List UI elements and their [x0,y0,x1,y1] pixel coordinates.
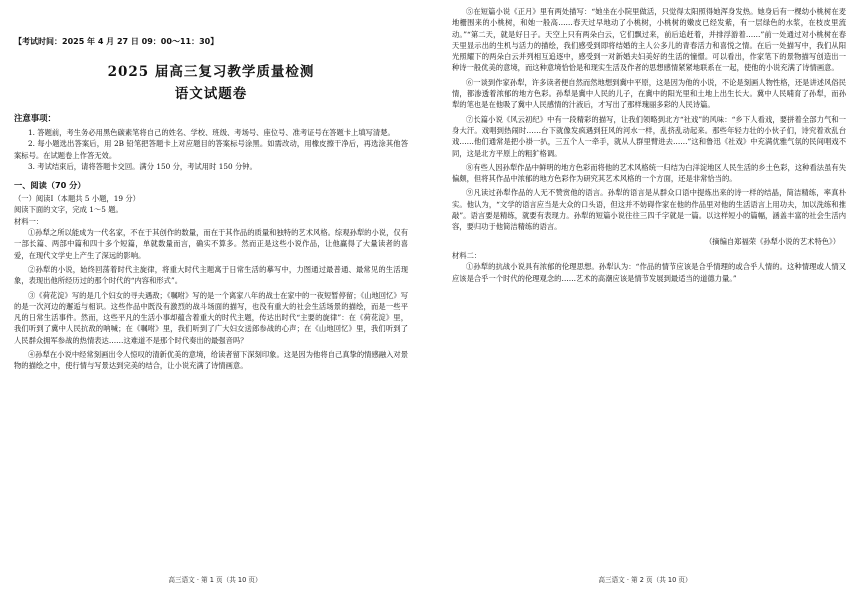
material-label: 材料二： [452,250,482,260]
page-right [430,0,860,592]
subsection-heading: （一）阅读Ⅰ（本题共 5 小题，19 分） [14,194,140,204]
article-paragraph: ②孙犁的小说，始终回荡着时代主旋律，将重大时代主题寓于日常生活的摹写中，力图通过最普通、最常见的生活现象，表现出他所经历过的那个时代的“内容和形式”。 [14,264,408,286]
article-paragraph: ①孙犁的抗战小说具有浓郁的伦理思想。孙犁认为：“作品的情节应该是合乎情理的或合乎人情的。这种情理或人情又应该是合乎一个时代的伦理观念的……艺术的高潮应该是情节发展到最适当的道德力量。” [452,262,846,283]
exam-subtitle: 语文试题卷 [174,86,248,102]
notice-item: 1. 答题前，考生务必用黑色碳素笔将自己的姓名、学校、班级、考场号、座位号、准考证号在答题卡上填写清楚。 [28,128,395,137]
material-label: 材料一： [14,216,44,226]
notice-heading: 注意事项： [14,113,56,123]
section-heading: 一、阅读（70 分） [14,180,86,191]
article-paragraph: ③《荷花淀》写的是几个妇女的寻夫遇敌；《嘱咐》写的是一个离家八年的战士在家中的一夜短暂停留；《山地回忆》写的是一次河边的邂逅与相识。这些作品中既没有激烈的战斗场面的描写，也没有重大的社会生活场景的描绘，而是一些平凡的日常生活事件。然而，这些平凡的生活小事却蕴含着重大的时代主题，传达出时代“主要的旋律”：在《荷花淀》里，我们听到了冀中人民抗敌的呐喊；在《嘱咐》里，我们听到了广大妇女送郎参战的心声；在《山地回忆》里，我们听到了人民群众拥军参战的热情表达……这难道不是那个时代奏出的最强音吗？ [14,290,408,345]
notice-item: 3. 考试结束后，请将答题卡交回。满分 150 分，考试用时 150 分钟。 [28,161,257,171]
article-paragraph: ⑦长篇小说《风云初纪》中有一段精彩的描写，让我们领略到北方“社戏”的风味：“乡下人看戏，要拼着全部力气和一身大汗。戏唱到热闹时……台下就像发疯遇到狂风的河水一样，乱挤乱动起来。那些年轻力壮的小伙子们，诗究着欢乱台戏……他们通常是把小褂一扒，三五个人一牵手，就从人群里臂进去……”这和鲁迅《社戏》中充满优雅气氛的民间唱戏不同，这是北方平原上的粗犷格调。 [452,114,846,158]
page-footer: 高三语文 · 第 2 页（共 10 页） [598,576,692,584]
page-footer: 高三语文 · 第 1 页（共 10 页） [168,576,262,584]
exam-time: 【考试时间：2025 年 4 月 27 日 09：00～11：30】 [14,37,219,46]
reading-instruction: 阅读下面的文字，完成 1～5 题。 [14,205,123,215]
article-paragraph: ⑤在短篇小说《正月》里有两处描写：“她坐在小院里做活，只觉得太阳照得她浑身发热。她身后有一棵幼小桃树在麦地栅围来的小桃树，和她一般高……春天过早地动了小桃树，小桃树的嫩皮已经发紫，有一层绿色的水浆，在枝皮里流动。”“第二天，就是好日子。天空上只有两朵白云，它们飘过来，前后追赶着，并排浮游着……”前一处通过对小桃树在春天里显示出的生机与活力的描绘，我们感受到即将结婚的主人公多儿的青春活力和喜悦之情。在后一处描写中，我们从阳光照耀下的两朵白云并列相互追逐中，感受到一对新婚夫妇美好的生活的憧憬。可以看出，作家笔下的景物描写创造出一种诗一般优美的意境，而这种意境恰恰是和现实生活及作者的思想感情紧紧地联系在一起，使他的小说充满了诗情画意。 [452,7,846,73]
notice-item: 2. 每小题选出答案后，用 2B 铅笔把答题卡上对应题目的答案标号涂黑。如需改动，用橡皮擦干净后，再选涂其他答案标号。在试题卷上作答无效。 [14,139,408,160]
article-paragraph: ⑥一谈到作家孙犁，许多读者便自然而然地想到冀中平原，这是因为他的小说，不论是刻画人物性格，还是讲述风俗民情，都渗透着浓郁的地方色彩。孙犁是冀中人民的儿子，在冀中的阳光里和土地上出生长大。冀中人民哺育了孙犁，而孙犁的笔也是在他吸了冀中人民感情的汁液后，才写出了那样瑰丽多彩的人民诗篇。 [452,77,846,110]
article-paragraph: ⑧有些人因孙犁作品中鲜明的地方色彩而将他的艺术风格统一归结为白洋淀地区人民生活的乡土色彩，这种看法虽有失偏颇，但将其作品中浓郁的地方色彩作为研究其艺术风格的一个方面，还是非常恰当的。 [452,162,846,184]
exam-title: 2025 届高三复习教学质量检测 [107,64,315,80]
source-citation: （摘编自郑福荣《孙犁小说的艺术特色》） [705,236,840,246]
article-paragraph: ⑨凡读过孙犁作品的人无不赞赏他的语言。孙犁的语言是从群众口语中提炼出来的诗一样的结晶，简洁精练，率真朴实。他认为，“文学的语言应当是大众的口头语，但这并不妨碍作家在他的作品里对他的生活语言上用功夫，加以洗练和推敲”。语言要是精练，就要有表现力。孙犁的短篇小说往往三四千字就是一篇。以这样短小的篇幅，涵盖丰富的社会生活内容，要归功于他简洁精练的语言。 [452,188,846,232]
article-paragraph: ④孙犁在小说中经常刻画出令人惊叹的清新优美的意境，给读者留下深刻印象。这是因为他将自己真挚的情感融入对景物的描绘之中，使行情与写景达到完美的结合，让小说充满了诗情画意。 [14,350,408,371]
article-paragraph: ①孙犁之所以能成为一代名家，不在于其创作的数量，而在于其作品的质量和独特的艺术风格。综观孙犁的小说，仅有一部长篇、两部中篇和四十多个短篇，单就数量而言，确实不算多。然而正是这些小说作品，让他赢得了大量读者的喜爱，在现代文学史上产生了深远的影响。 [14,228,408,260]
